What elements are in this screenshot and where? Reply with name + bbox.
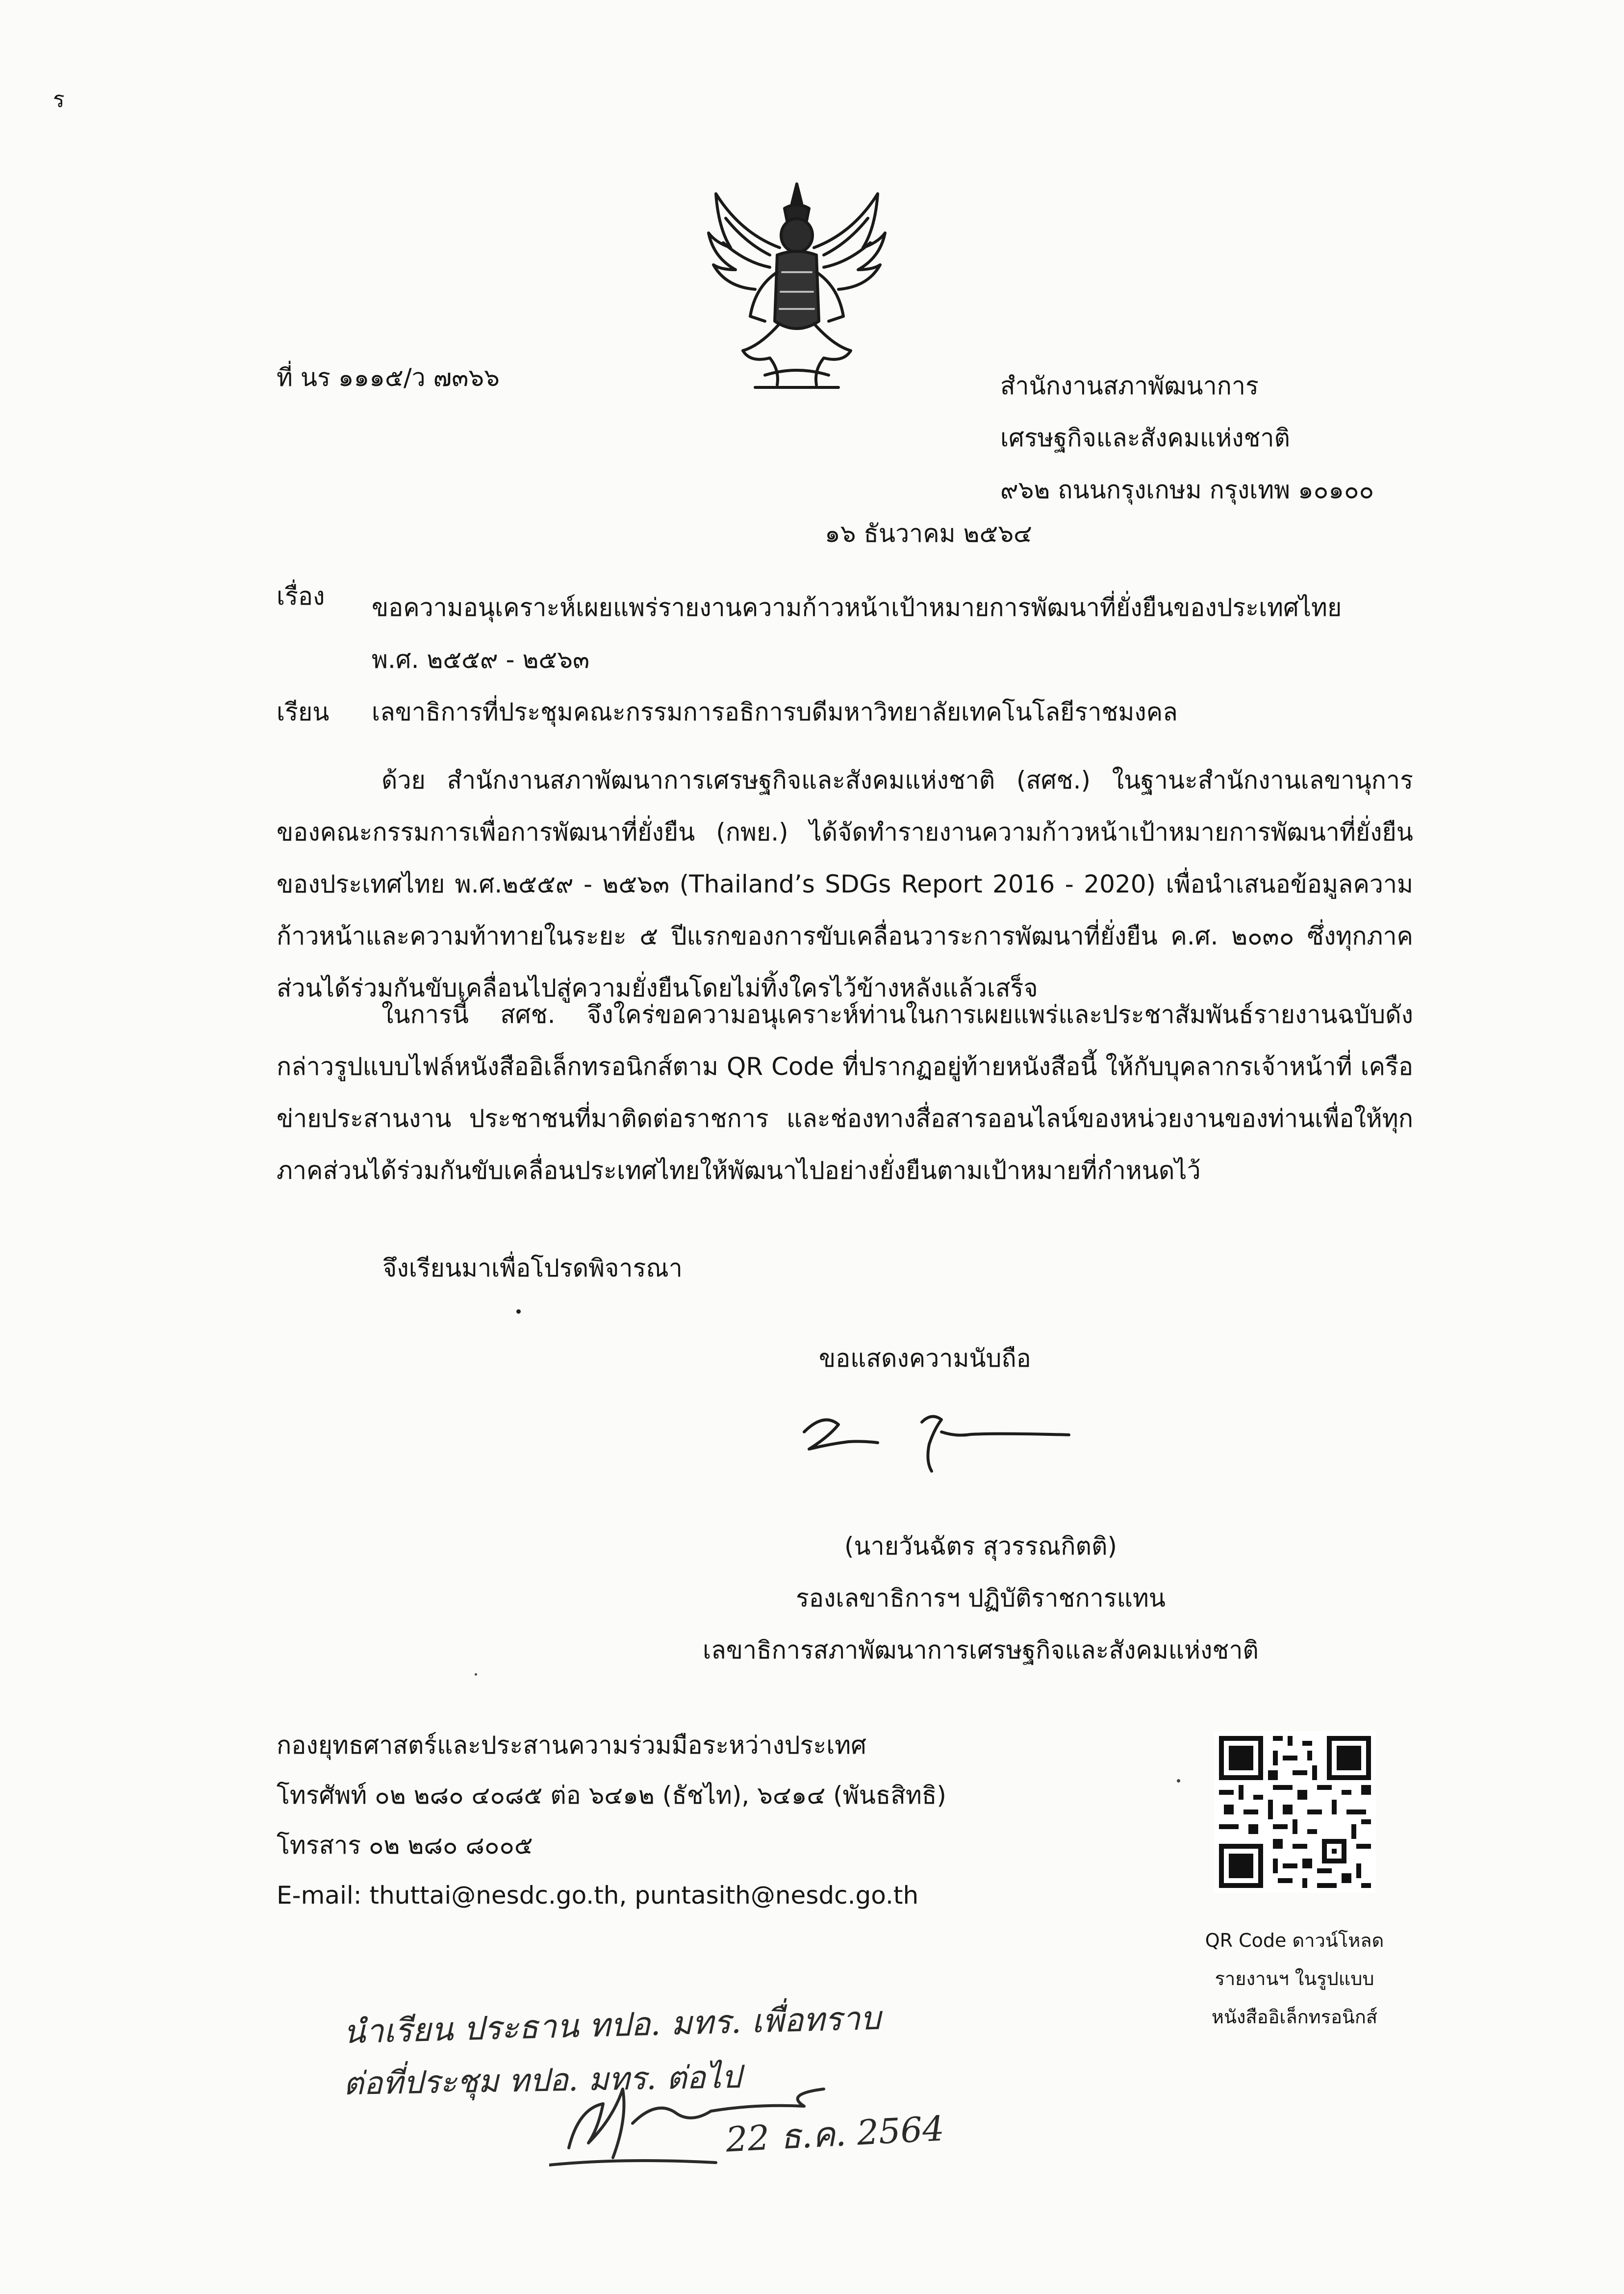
addressee-label: เรียน — [277, 698, 330, 726]
handwritten-note-line: ต่อที่ประชุม ทปอ. มทร. ต่อไป — [343, 2059, 742, 2103]
signer-name: (นายวันฉัตร สุวรรณกิตติ) — [844, 1532, 1117, 1560]
sender-address-line: เศรษฐกิจและสังคมแห่งชาติ — [1000, 424, 1290, 452]
scan-speck — [1177, 1779, 1180, 1783]
contact-division: กองยุทธศาสตร์และประสานความร่วมมือระหว่างประเทศ — [277, 1731, 867, 1759]
signature-icon — [794, 1402, 1089, 1481]
stray-dot — [516, 1309, 521, 1314]
contact-phone: โทรศัพท์ ๐๒ ๒๘๐ ๔๐๘๕ ต่อ ๖๔๑๒ (ธัชไท), ๖๔๑๔ (พันธสิทธิ) — [277, 1781, 946, 1810]
sender-address-line: ๙๖๒ ถนนกรุงเกษม กรุงเทพ ๑๐๑๐๐ — [1000, 476, 1374, 504]
corner-mark: ร — [53, 87, 65, 112]
paragraph-text: ด้วย สำนักงานสภาพัฒนาการเศรษฐกิจและสังคมแห่งชาติ (สศช.) ในฐานะสำนักงานเลขานุการของคณะกรรมการเพื่อการพัฒนาที่ยั่งยืน (กพย.) ได้จัดทำรายงานความก้าวหน้าเป้าหมายการพัฒนาที่ยั่งยืนของประเทศไทย พ.ศ.๒๕๕๙ - ๒๕๖๓ (Thailand’s SDGs Report 2016 - 2020) เพื่อนำเสนอข้อมูลความก้าวหน้าและความท้าทายในระยะ ๕ ปีแรกของการขับเคลื่อนวาระการพัฒนาที่ยั่งยืน ค.ศ. ๒๐๓๐ ซึ่งทุกภาคส่วนได้ร่วมกันขับเคลื่อนไปสู่ความยั่งยืนโดยไม่ทิ้งใครไว้ข้างหลังแล้วเสร็จ — [277, 766, 1413, 1002]
handwritten-date: 22 ธ.ค. 2564 — [725, 2108, 945, 2160]
garuda-emblem-icon — [696, 174, 897, 395]
paragraph-text: ในการนี้ สศช. จึงใคร่ขอความอนุเคราะห์ท่านในการเผยแพร่และประชาสัมพันธ์รายงานฉบับดังกล่าวรูปแบบไฟล์หนังสืออิเล็กทรอนิกส์ตาม QR Code ที่ปรากฏอยู่ท้ายหนังสือนี้ ให้กับบุคลากรเจ้าหน้าที่ เครือข่ายประสานงาน ประชาชนที่มาติดต่อราชการ และช่องทางสื่อสารออนไลน์ของหน่วยงานของท่านเพื่อให้ทุกภาคส่วนได้ร่วมกันขับเคลื่อนประเทศไทยให้พัฒนาไปอย่างยั่งยืนตามเป้าหมายที่กำหนดไว้ — [277, 1000, 1413, 1185]
signer-position: รองเลขาธิการฯ ปฏิบัติราชการแทน — [796, 1584, 1166, 1612]
subject-line: ขอความอนุเคราะห์เผยแพร่รายงานความก้าวหน้าเป้าหมายการพัฒนาที่ยั่งยืนของประเทศไทย — [372, 593, 1342, 622]
contact-email: E-mail: thuttai@nesdc.go.th, puntasith@nesdc.go.th — [277, 1881, 919, 1910]
contact-block — [277, 1720, 946, 1920]
sender-address-line: สำนักงานสภาพัฒนาการ — [1000, 372, 1259, 400]
closing-line: จึงเรียนมาเพื่อโปรดพิจารณา — [382, 1254, 683, 1282]
qr-caption-line: QR Code ดาวน์โหลด — [1205, 1930, 1384, 1951]
reference-number: ที่ นร ๑๑๑๕/ว ๗๓๖๖ — [277, 363, 500, 392]
qr-caption-line: รายงานฯ ในรูปแบบ — [1215, 1968, 1374, 1989]
signer-block — [608, 1520, 1353, 1676]
qr-code-icon — [1214, 1731, 1376, 1893]
body-paragraph-1 — [277, 754, 1413, 1014]
scan-speck — [475, 1673, 477, 1676]
subject-line: พ.ศ. ๒๕๕๙ - ๒๕๖๓ — [372, 645, 590, 674]
subject-label: เรื่อง — [277, 582, 325, 611]
subject-text — [372, 582, 1342, 686]
qr-caption — [1167, 1921, 1422, 2036]
contact-fax: โทรสาร ๐๒ ๒๘๐ ๘๐๐๕ — [277, 1831, 533, 1860]
addressee-text: เลขาธิการที่ประชุมคณะกรรมการอธิการบดีมหาวิทยาลัยเทคโนโลยีราชมงคล — [372, 698, 1178, 726]
body-paragraph-2 — [277, 989, 1413, 1197]
signer-position: เลขาธิการสภาพัฒนาการเศรษฐกิจและสังคมแห่งชาติ — [703, 1636, 1259, 1664]
regards-line: ขอแสดงความนับถือ — [819, 1344, 1031, 1373]
letter-date: ๑๖ ธันวาคม ๒๕๖๔ — [825, 519, 1032, 548]
handwritten-note-line: นำเรียน ประธาน ทปอ. มทร. เพื่อทราบ — [343, 1999, 882, 2051]
qr-caption-line: หนังสืออิเล็กทรอนิกส์ — [1211, 2006, 1378, 2028]
sender-address — [1000, 360, 1374, 516]
